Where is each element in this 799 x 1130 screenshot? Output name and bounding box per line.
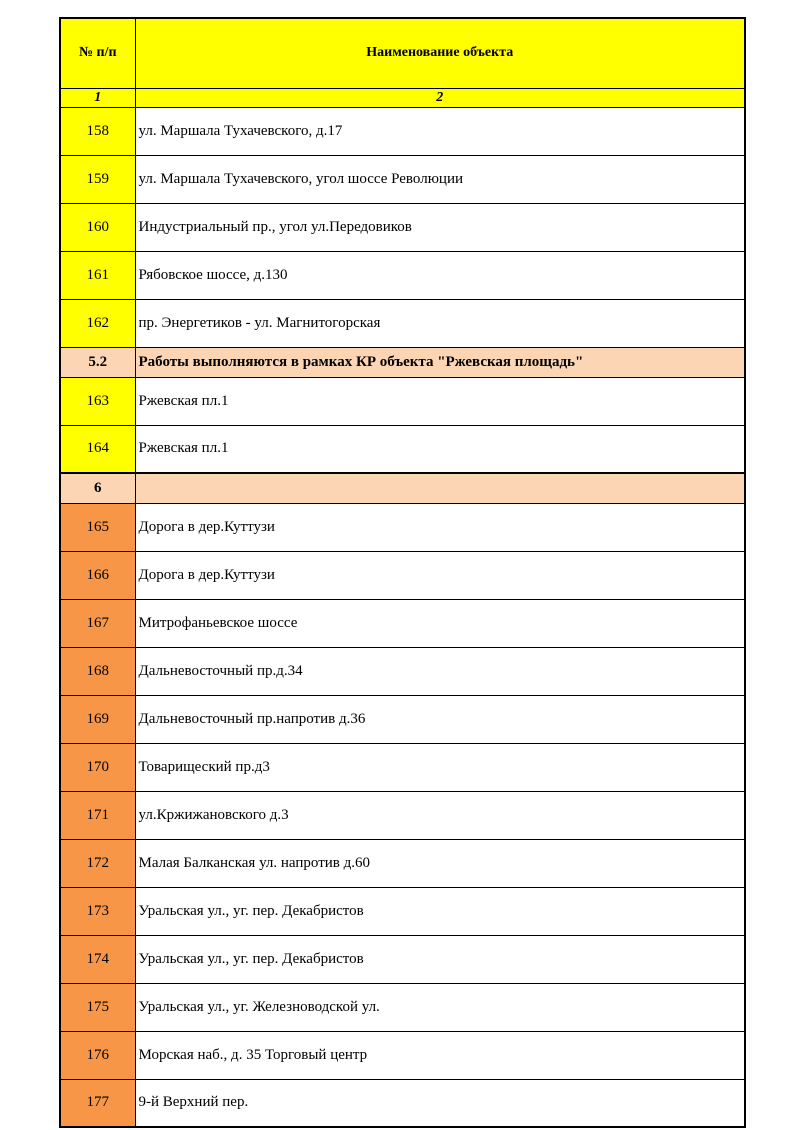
object-name-cell: ул. Маршала Тухачевского, д.17: [135, 107, 745, 155]
row-number-cell: 172: [60, 839, 135, 887]
object-name-cell: ул.Кржижановского д.3: [135, 791, 745, 839]
table-row: [60, 935, 745, 983]
object-name-cell: Ржевская пл.1: [135, 425, 745, 473]
header-name-cell: Наименование объекта: [135, 18, 745, 88]
table-row: [60, 1031, 745, 1079]
object-name-cell: Митрофаньевское шоссе: [135, 599, 745, 647]
table-row: [60, 839, 745, 887]
table-row: [60, 1079, 745, 1127]
row-number-cell: 176: [60, 1031, 135, 1079]
row-number-cell: 163: [60, 377, 135, 425]
table-header-row: [60, 18, 745, 88]
row-number-cell: 161: [60, 251, 135, 299]
column-number-2: 2: [135, 88, 745, 107]
object-name-cell: Дальневосточный пр.напротив д.36: [135, 695, 745, 743]
row-number-cell: 167: [60, 599, 135, 647]
object-name-cell: Ржевская пл.1: [135, 377, 745, 425]
section-row: [60, 473, 745, 503]
object-name-cell: Дорога в дер.Куттузи: [135, 551, 745, 599]
table-row: [60, 299, 745, 347]
table-row: [60, 107, 745, 155]
table-row: [60, 203, 745, 251]
row-number-cell: 170: [60, 743, 135, 791]
object-name-cell: Дорога в дер.Куттузи: [135, 503, 745, 551]
section-title-cell: [135, 473, 745, 503]
section-number-cell: 5.2: [60, 347, 135, 377]
row-number-cell: 159: [60, 155, 135, 203]
row-number-cell: 162: [60, 299, 135, 347]
row-number-cell: 169: [60, 695, 135, 743]
object-name-cell: пр. Энергетиков - ул. Магнитогорская: [135, 299, 745, 347]
object-name-cell: Товарищеский пр.д3: [135, 743, 745, 791]
object-name-cell: Дальневосточный пр.д.34: [135, 647, 745, 695]
row-number-cell: 168: [60, 647, 135, 695]
table-row: [60, 695, 745, 743]
section-number-cell: 6: [60, 473, 135, 503]
table-row: [60, 551, 745, 599]
object-name-cell: Уральская ул., уг. пер. Декабристов: [135, 935, 745, 983]
section-title-cell: Работы выполняются в рамках КР объекта "Ржевская площадь": [135, 347, 745, 377]
column-number-1: 1: [60, 88, 135, 107]
column-number-row: [60, 88, 745, 107]
row-number-cell: 173: [60, 887, 135, 935]
objects-table: [59, 17, 746, 1128]
row-number-cell: 165: [60, 503, 135, 551]
table-row: [60, 887, 745, 935]
row-number-cell: 158: [60, 107, 135, 155]
object-name-cell: Рябовское шоссе, д.130: [135, 251, 745, 299]
table-row: [60, 377, 745, 425]
table-row: [60, 251, 745, 299]
row-number-cell: 177: [60, 1079, 135, 1127]
row-number-cell: 175: [60, 983, 135, 1031]
table-row: [60, 503, 745, 551]
row-number-cell: 174: [60, 935, 135, 983]
object-name-cell: ул. Маршала Тухачевского, угол шоссе Революции: [135, 155, 745, 203]
header-num-cell: № п/п: [60, 18, 135, 88]
object-name-cell: Уральская ул., уг. пер. Декабристов: [135, 887, 745, 935]
object-name-cell: Морская наб., д. 35 Торговый центр: [135, 1031, 745, 1079]
object-name-cell: Малая Балканская ул. напротив д.60: [135, 839, 745, 887]
table-row: [60, 155, 745, 203]
table-row: [60, 983, 745, 1031]
table-row: [60, 647, 745, 695]
object-name-cell: Индустриальный пр., угол ул.Передовиков: [135, 203, 745, 251]
object-name-cell: 9-й Верхний пер.: [135, 1079, 745, 1127]
row-number-cell: 171: [60, 791, 135, 839]
section-row: [60, 347, 745, 377]
objects-table-body: [60, 18, 745, 1127]
table-row: [60, 425, 745, 473]
row-number-cell: 166: [60, 551, 135, 599]
table-row: [60, 791, 745, 839]
table-row: [60, 743, 745, 791]
row-number-cell: 164: [60, 425, 135, 473]
row-number-cell: 160: [60, 203, 135, 251]
table-row: [60, 599, 745, 647]
object-name-cell: Уральская ул., уг. Железноводской ул.: [135, 983, 745, 1031]
